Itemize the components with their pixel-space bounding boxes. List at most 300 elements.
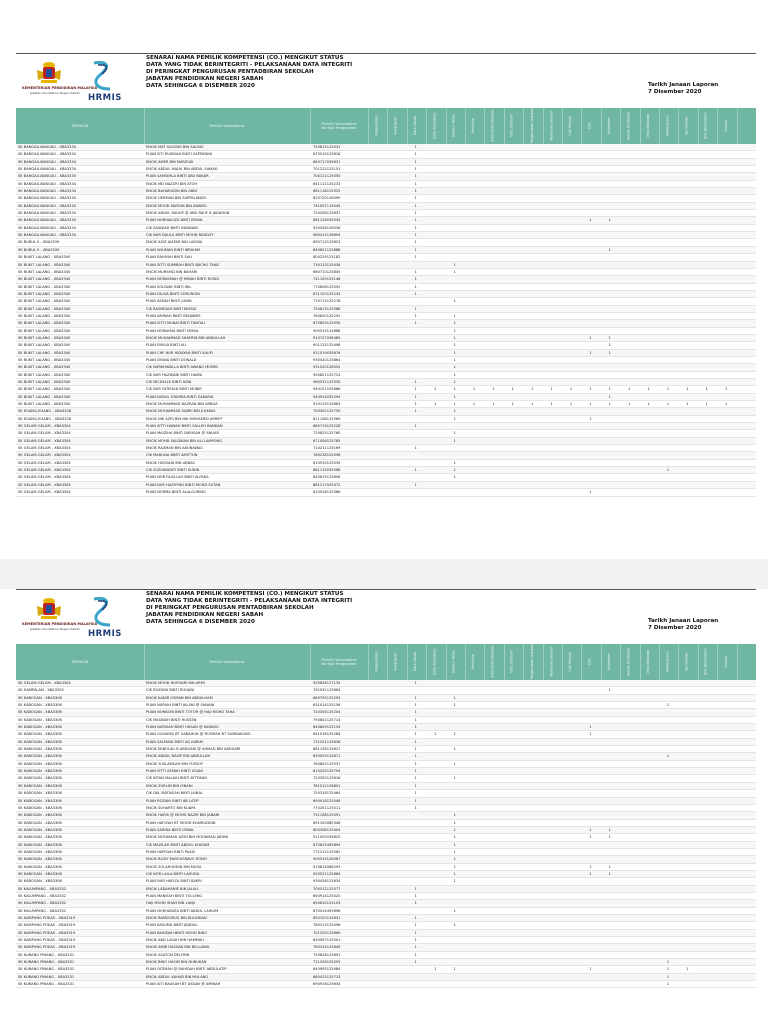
cell-no-kp: 730113125438 xyxy=(313,262,341,267)
cell-sekolah: SK BANGAU-BANGAU - XBA3334 xyxy=(18,167,77,172)
cell-nama: CIK MAZILAH BINTI ABDUL KHATAM xyxy=(146,842,210,847)
cell-flag: 1 xyxy=(647,387,650,392)
cell-flag: 1 xyxy=(608,394,611,399)
cell-nama: PUAN SALMANI BINTI AG KARIM xyxy=(146,739,203,744)
cell-no-kp: 690712125823 xyxy=(313,240,341,245)
column-divider xyxy=(717,108,718,144)
cell-nama: PUAN SITTI SUMIBAH BINTI BACHO TANG xyxy=(146,262,220,267)
cell-flag: 1 xyxy=(666,754,670,759)
cell-no-kp: 720825125760 xyxy=(313,431,341,436)
table-header xyxy=(16,107,756,144)
cell-sekolah: SK BUKIT LALANG - XBA3340 xyxy=(18,357,71,362)
cell-flag: 1 xyxy=(453,365,456,370)
cell-sekolah: SK BUKIT LALANG - XBA3340 xyxy=(18,255,71,260)
cell-nama: PUAN AMINAH BINTI BENJAMIE xyxy=(146,313,201,318)
cell-flag: 1 xyxy=(414,189,417,194)
cell-no-kp: 910119125883 xyxy=(313,402,341,407)
table-row xyxy=(16,438,756,445)
cell-flag: 1 xyxy=(453,703,456,708)
cell-flag: 1 xyxy=(589,827,592,832)
cell-flag: 1 xyxy=(511,402,514,407)
cell-no-kp: 650914125020 xyxy=(313,893,341,898)
cell-sekolah: SK KABOGAN - XBA3306 xyxy=(18,717,62,722)
column-divider xyxy=(698,644,699,680)
cell-flag: 1 xyxy=(453,842,456,847)
column-divider xyxy=(562,108,563,144)
cell-no-kp: 840615125806 xyxy=(313,475,341,480)
cell-sekolah: SK BUKIT LALANG - XBA3340 xyxy=(18,277,71,282)
cell-flag: 1 xyxy=(414,380,417,384)
cell-flag: 1 xyxy=(414,695,417,700)
cell-flag: 1 xyxy=(414,218,417,223)
cell-no-kp: 911005035825 xyxy=(313,835,341,840)
cell-nama: PUAN ROZIAH BINTI AB LATIP xyxy=(146,798,199,803)
column-divider xyxy=(387,108,388,144)
cell-flag: 1 xyxy=(628,402,631,407)
column-header-check: Pembiayaan xyxy=(665,115,670,137)
cell-nama: PUAN NUR HAZIYYAH BINTI MOHD SUTAN xyxy=(146,482,221,487)
column-divider xyxy=(601,108,602,144)
cell-flag: 1 xyxy=(414,710,417,715)
table-row xyxy=(16,930,756,937)
cell-no-kp: 910727036489 xyxy=(313,335,341,340)
column-header-check: Pendidikan xyxy=(393,116,398,136)
cell-sekolah: SK BANGAU-BANGAU - XBA3334 xyxy=(18,233,77,238)
malaysia-crest-icon xyxy=(34,61,64,85)
cell-flag: 1 xyxy=(414,233,417,238)
cell-flag: 1 xyxy=(453,908,456,913)
cell-flag: 1 xyxy=(608,688,611,693)
column-divider xyxy=(620,644,621,680)
cell-flag: 1 xyxy=(608,335,611,340)
cell-flag: 1 xyxy=(453,879,456,884)
table-row xyxy=(16,944,756,951)
cell-sekolah: SK BUBUL II - XBA3339 xyxy=(18,247,60,252)
cell-nama: ENCIK ABDUL RAUUP @ ABD RAUF B JADAHUN xyxy=(146,211,230,216)
cell-sekolah: SK BUKIT LALANG - XBA3340 xyxy=(18,291,71,296)
cell-flag: 1 xyxy=(414,284,417,289)
cell-flag: 1 xyxy=(453,269,456,274)
table-row xyxy=(16,915,756,922)
cell-nama: ENCIK RICKY MAYOUSRAVO RONYI xyxy=(146,857,207,862)
table-row xyxy=(16,342,756,349)
cell-flag: 1 xyxy=(414,761,417,766)
cell-no-kp: 781012126801 xyxy=(313,783,341,788)
cell-nama: ENCIK ABDUL MALIK BIN ABDUL SAMAD xyxy=(146,167,218,172)
cell-no-kp: 640809125154 xyxy=(313,725,341,730)
table-row xyxy=(16,151,756,158)
cell-sekolah: SK BUKIT LALANG - XBA3340 xyxy=(18,284,71,289)
cell-flag: 1 xyxy=(414,225,417,230)
cell-flag: 1 xyxy=(414,291,417,296)
cell-sekolah: SK EGANG-EGANG - XBA3328 xyxy=(18,409,72,414)
cell-flag: 1 xyxy=(414,167,417,172)
cell-flag: 1 xyxy=(453,820,456,825)
cell-flag: 1 xyxy=(589,725,592,730)
cell-flag: 1 xyxy=(414,703,417,708)
column-header-nokp: Pemilik Kompetensi No Kad Pengenalan xyxy=(321,657,357,666)
cell-no-kp: 800229125182 xyxy=(313,255,341,260)
cell-no-kp: 640905125484 xyxy=(313,967,341,972)
cell-no-kp: 870615495894 xyxy=(313,842,341,847)
cell-no-kp: 741109125148 xyxy=(313,277,341,282)
cell-nama: ENCIK RAZMAN BIN ABUNAWAS xyxy=(146,446,203,451)
table-row xyxy=(16,886,756,893)
cell-nama: CIK MARLINA BINTI AMITTUN xyxy=(146,453,198,458)
cell-nama: PUAN SITTI ASMAH BINTI USANI xyxy=(146,769,203,774)
cell-nama: PUAN MAIZIHA BINTI DARISAH @ ANUAR xyxy=(146,431,219,436)
table-header xyxy=(16,643,756,680)
table-row xyxy=(16,452,756,459)
cell-no-kp: 770606125092 xyxy=(313,284,341,289)
cell-flag: 1 xyxy=(414,747,417,752)
cell-flag: 1 xyxy=(666,387,670,392)
column-divider xyxy=(368,108,369,144)
cell-sekolah: SK BUKIT LALANG - XBA3340 xyxy=(18,372,71,377)
table-row xyxy=(16,687,756,694)
cell-no-kp: 700121125050 xyxy=(313,174,341,179)
cell-flag: 1 xyxy=(414,886,417,891)
cell-nama: ENCIK LADAHANIE BIN JALALI xyxy=(146,886,199,891)
table-row xyxy=(16,306,756,313)
cell-nama: ENCIK SUHARTO BIN KUAPA xyxy=(146,805,196,810)
table-row xyxy=(16,232,756,239)
malaysia-crest-icon xyxy=(34,597,64,621)
table-row xyxy=(16,842,756,849)
cell-flag: 1 xyxy=(569,387,573,392)
table-row xyxy=(16,217,756,224)
cell-flag: 1 xyxy=(414,306,417,311)
column-header-check: Kemahiran xyxy=(684,116,689,136)
cell-no-kp: 960531125530 xyxy=(313,380,341,384)
cell-nama: ENCIK SOLAHUDDIN BIN MUSA xyxy=(146,864,202,869)
cell-no-kp: 960415126604 xyxy=(313,233,341,238)
cell-sekolah: SK KABOGAN - XBA3306 xyxy=(18,791,62,796)
cell-flag: 1 xyxy=(414,725,417,730)
table-row xyxy=(16,276,756,283)
table-row xyxy=(16,798,756,805)
cell-flag: 1 xyxy=(686,387,689,392)
cell-flag: 1 xyxy=(414,798,417,803)
cell-flag: 1 xyxy=(453,460,456,465)
table-row xyxy=(16,298,756,305)
hrmis-swoosh-icon xyxy=(86,59,122,93)
column-header-check: Kehadiran xyxy=(607,117,611,135)
table-row xyxy=(16,386,756,393)
cell-flag: 1 xyxy=(453,394,456,399)
cell-flag: 1 xyxy=(453,431,456,436)
cell-no-kp: 710211125169 xyxy=(313,446,341,451)
column-divider xyxy=(543,108,544,144)
cell-no-kp: 881115035568 xyxy=(313,468,341,473)
cell-sekolah: SK BUKIT LALANG - XBA3340 xyxy=(18,335,71,340)
cell-no-kp: 660710125845 xyxy=(313,269,341,274)
cell-flag: 1 xyxy=(608,350,611,355)
cell-flag: 1 xyxy=(569,402,573,407)
cell-sekolah: SK KABOGAN - XBA3306 xyxy=(18,835,62,840)
cell-sekolah: SK BUKIT LALANG - XBA3340 xyxy=(18,306,71,311)
cell-nama: PUAN NORASMAH @ MINAH BINTI RUSDI xyxy=(146,277,219,282)
cell-sekolah: SK GELAM-GELAM - XBA3304 xyxy=(18,424,71,429)
cell-nama: ENCIK MOHD MAYDIN BIN AWANG xyxy=(146,203,207,208)
table-row xyxy=(16,313,756,320)
cell-sekolah: SK GELAM-GELAM - XBA3304 xyxy=(18,460,71,465)
cell-nama: PUAN HAFIZAH BT MOHD KHAIRUDDIN xyxy=(146,820,216,825)
cell-no-kp: 681128125627 xyxy=(313,747,341,752)
cell-nama: PUAN DYANA BINTI DONALD xyxy=(146,357,197,362)
cell-no-kp: 701222125151 xyxy=(313,167,341,172)
table-row xyxy=(16,768,756,775)
table-row xyxy=(16,761,756,768)
column-header-check: Kursus xyxy=(723,120,728,132)
cell-sekolah: SK KABOGAN - XBA3306 xyxy=(18,849,62,854)
table-row xyxy=(16,379,756,386)
cell-sekolah: SK KABOGAN - XBA3306 xyxy=(18,776,62,781)
cell-nama: ENCIK BAHARUDIN BIN ABDI xyxy=(146,189,198,194)
cell-nama: CIK MICHELLE BINTI ASIN xyxy=(146,380,192,384)
cell-flag: 1 xyxy=(453,313,456,318)
cell-no-kp: 900519126067 xyxy=(313,857,341,862)
table-row xyxy=(16,203,756,210)
cell-flag: 1 xyxy=(608,247,611,252)
cell-flag: 1 xyxy=(453,857,456,862)
cell-flag: 1 xyxy=(414,482,417,487)
cell-no-kp: 800308125404 xyxy=(313,827,341,832)
column-header-check: Cuti Belajar xyxy=(568,652,573,672)
cell-nama: CIK NUR HAZWANI BINTI HASNI xyxy=(146,372,203,377)
table-row xyxy=(16,489,756,496)
cell-no-kp: 720304125204 xyxy=(313,710,341,715)
cell-nama: CIK RASMIDAH BINTI KIMSUI xyxy=(146,306,197,311)
cell-flag: 1 xyxy=(453,761,456,766)
column-divider xyxy=(698,108,699,144)
cell-flag: 1 xyxy=(414,739,417,744)
cell-sekolah: SK BUKIT LALANG - XBA3340 xyxy=(18,313,71,318)
cell-flag: 1 xyxy=(608,871,611,876)
cell-no-kp: 901125125498 xyxy=(313,343,341,348)
cell-nama: ENCIK HUSSAIN BIN ABBAS xyxy=(146,460,195,465)
cell-no-kp: 780213125496 xyxy=(313,923,341,928)
cell-nama: ENCIK MUHAMMAD NAZRAN BIN ARBAA xyxy=(146,402,218,407)
table-row xyxy=(16,247,756,254)
table-row xyxy=(16,871,756,878)
table-row xyxy=(16,423,756,430)
table-row xyxy=(16,731,756,738)
hrmis-swoosh-icon xyxy=(86,595,122,629)
cell-flag: 1 xyxy=(414,255,417,260)
cell-flag: 1 xyxy=(608,402,611,407)
cell-no-kp: 760802125537 xyxy=(313,761,341,766)
cell-nama: PUAN SITI RUSIDAH BINTI SAPPAYANI xyxy=(146,152,213,157)
column-divider xyxy=(678,644,679,680)
cell-sekolah: SK KABOGAN - XBA3306 xyxy=(18,842,62,847)
cell-sekolah: SK GELAM-GELAM - XBA3304 xyxy=(18,681,71,685)
cell-flag: 1 xyxy=(492,402,495,407)
cell-no-kp: 751108125091 xyxy=(313,813,341,818)
table-row xyxy=(16,401,756,408)
cell-no-kp: 660705125293 xyxy=(313,695,341,700)
cell-flag: 1 xyxy=(414,203,417,208)
cell-nama: ENCIK AMIR HASSAN BIN BELLIANG xyxy=(146,945,210,950)
cell-no-kp: 820720126095 xyxy=(313,196,341,201)
cell-sekolah: SK GELAM-GELAM - XBA3304 xyxy=(18,431,71,436)
column-header-check: Unit Beruniform xyxy=(704,648,708,676)
cell-no-kp: 641016125284 xyxy=(313,732,341,737)
cell-flag: 1 xyxy=(414,174,417,179)
column-header-check: Kehadiran xyxy=(607,653,611,671)
table-row xyxy=(16,291,756,298)
column-divider xyxy=(659,644,660,680)
cell-sekolah: SK BUKIT LALANG - XBA3340 xyxy=(18,321,71,326)
cell-flag: 1 xyxy=(453,864,456,869)
cell-flag: 1 xyxy=(453,776,456,781)
hrmis-logo-text: HRMIS xyxy=(88,93,122,103)
cell-flag: 1 xyxy=(589,335,592,340)
cell-nama: ENCIK EKBOLAU B ABDUARI @ AHMAD BIN ABDUARI xyxy=(146,747,241,752)
cell-no-kp: 760314125845 xyxy=(313,945,341,950)
cell-flag: 1 xyxy=(725,402,728,407)
cell-nama: PUAN KASUMA BINTI JADDAL xyxy=(146,923,198,928)
column-divider xyxy=(737,108,738,144)
cell-nama: ENCIK NIK AZRI BIN NIK MOHAMED ARRIFF xyxy=(146,416,223,421)
table-row xyxy=(16,893,756,900)
cell-nama: PUAN NORHAILIZA BINTI ISMAIL xyxy=(146,218,204,223)
cell-flag: 1 xyxy=(414,960,417,965)
divider xyxy=(16,53,756,54)
column-header-check: Senarai Kelas xyxy=(451,114,456,138)
cell-sekolah: SK KABOGAN - XBA3306 xyxy=(18,703,62,708)
cell-flag: 1 xyxy=(414,196,417,201)
table-row xyxy=(16,908,756,915)
cell-sekolah: SK BUKIT LALANG - XBA3340 xyxy=(18,387,71,392)
cell-flag: 1 xyxy=(666,468,670,473)
cell-nama: ENCIK HERMAN BIN SAPPALANDO xyxy=(146,196,207,201)
cell-sekolah: SK KABOGAN - XBA3306 xyxy=(18,695,62,700)
report-date: Tarikh Janaan Laporan 7 Disember 2020 xyxy=(648,618,719,631)
cell-nama: PUAN SITTI MUNAI BINTI TANTALI xyxy=(146,321,206,326)
table-row xyxy=(16,856,756,863)
cell-sekolah: SK GELAM-GELAM - XBA3304 xyxy=(18,453,71,458)
ministry-caption: KEMENTERIAN PENDIDIKAN MALAYSIA xyxy=(22,86,98,90)
cell-nama: ENCIK MAT SULONG BIN SALING xyxy=(146,145,204,149)
cell-nama: CIK NUR DAULA BINTI MOHD RADDZY xyxy=(146,233,214,238)
table-row xyxy=(16,284,756,291)
cell-flag: 1 xyxy=(414,938,417,943)
cell-flag: 1 xyxy=(434,732,437,737)
report-title: SENARAI NAMA PEMILIK KOMPETENSI (CO.) MENGIKUT STATUS DATA YANG TIDAK BERINTEGRITI - PELAKSANAAN DATA INTEGRITI DI PERINGKAT PENGURUSAN PENTADBIRAN SEKOLAH JABATAN PENDIDIKAN NEGERI SABAH DATA SEHINGGA 6 DISEMBER 2020 xyxy=(146,55,353,89)
cell-sekolah: SK BANGAU-BANGAU - XBA3334 xyxy=(18,174,77,179)
cell-nama: PUAN SITI BAASIAH BT ASSAN @ AMINAH xyxy=(146,982,221,987)
cell-sekolah: SK KABOGAN - XBA3306 xyxy=(18,747,62,752)
cell-flag: 1 xyxy=(414,152,417,157)
column-header-check: Kursus xyxy=(723,656,728,668)
report-header xyxy=(16,53,756,107)
column-header-check: Pengesahan xyxy=(374,651,379,673)
cell-nama: ENCIK MD NAZZRI BIN ATOH xyxy=(146,181,198,186)
cell-no-kp: 701205125860 xyxy=(313,930,341,935)
cell-flag: 1 xyxy=(589,218,592,223)
column-divider xyxy=(407,108,408,144)
table-row xyxy=(16,328,756,335)
cell-no-kp: 770201125011 xyxy=(313,805,341,810)
cell-nama: CIK MASNIAH BINTI HUSSEN xyxy=(146,717,197,722)
table-row xyxy=(16,467,756,474)
cell-flag: 1 xyxy=(414,717,417,722)
table-row xyxy=(16,210,756,217)
cell-no-kp: 681118125025 xyxy=(313,189,341,194)
cell-flag: 1 xyxy=(550,402,553,407)
cell-nama: PUAN NUR HAFIZA BINTI BAKRI xyxy=(146,879,202,884)
cell-nama: ENCIK MUHAMMAD SHAFRIN BIN ABDULLAH xyxy=(146,335,226,340)
cell-flag: 1 xyxy=(414,754,417,759)
column-header-sekolah: SEKOLAH xyxy=(71,123,89,128)
cell-flag: 1 xyxy=(453,438,456,443)
table-row xyxy=(16,952,756,959)
cell-flag: 1 xyxy=(414,240,417,245)
cell-flag: 1 xyxy=(414,901,417,906)
cell-sekolah: SK GELAM-GELAM - XBA3304 xyxy=(18,490,71,495)
column-divider xyxy=(601,644,602,680)
cell-flag: 1 xyxy=(414,952,417,957)
cell-sekolah: SK KABOGAN - XBA3306 xyxy=(18,813,62,818)
cell-no-kp: 750828125691 xyxy=(313,952,341,957)
cell-flag: 1 xyxy=(414,387,417,392)
cell-no-kp: 870414495698 xyxy=(313,908,341,913)
table-row xyxy=(16,181,756,188)
cell-flag: 1 xyxy=(472,387,476,392)
cell-sekolah: SK KABOGAN - XBA3306 xyxy=(18,864,62,869)
column-header-check: Senarai Kelas xyxy=(451,650,456,674)
cell-nama: ENCIK MOHAMAD AZMI BIN MOHAMAD JAFANI xyxy=(146,835,229,840)
cell-nama: ENCIK ASATON DELFRIN xyxy=(146,952,190,957)
table-row xyxy=(16,805,756,812)
cell-sekolah: SK KABOGAN - XBA3306 xyxy=(18,710,62,715)
divider xyxy=(16,589,756,590)
table-row xyxy=(16,709,756,716)
column-divider xyxy=(144,108,145,144)
cell-nama: PUAN SITTI HAWAH BINTI SALLEH BANDAN xyxy=(146,424,223,429)
cell-flag: 1 xyxy=(531,387,534,392)
cell-flag: 1 xyxy=(453,695,456,700)
cell-no-kp: 810916125366 xyxy=(313,490,341,495)
cell-flag: 1 xyxy=(414,424,417,429)
cell-flag: 1 xyxy=(686,967,689,972)
column-divider xyxy=(310,108,311,144)
cell-flag: 1 xyxy=(608,864,611,869)
cell-flag: 1 xyxy=(453,321,456,326)
cell-sekolah: SK BANGAU-BANGAU - XBA3334 xyxy=(18,145,77,149)
cell-nama: ENCIK BINO HASIM BIN NUNUKAN xyxy=(146,960,207,965)
cell-flag: 1 xyxy=(550,387,553,392)
column-header-check: Data Perkhidmatan xyxy=(490,109,495,143)
cell-flag: 1 xyxy=(666,402,670,407)
column-header-check: Pengesahan Jawatan xyxy=(529,108,534,144)
cell-flag: 1 xyxy=(434,402,437,407)
cell-no-kp: 920826127135 xyxy=(313,681,341,685)
cell-no-kp: 650103125831 xyxy=(313,916,341,920)
cell-sekolah: SK GELAM-GELAM - XBA3304 xyxy=(18,446,71,451)
cell-no-kp: 670829125030 xyxy=(313,321,341,326)
cell-flag: 1 xyxy=(414,916,417,920)
cell-sekolah: SK KALUMPANG - XBA3332 xyxy=(18,908,67,913)
column-header-check: Data Ijazah xyxy=(413,116,418,136)
cell-sekolah: SK BUKIT LALANG - XBA3340 xyxy=(18,299,71,304)
cell-nama: PUAN NURUL SYAHIRA BINTI ZAKARIA xyxy=(146,394,214,399)
table-row xyxy=(16,974,756,981)
cell-flag: 1 xyxy=(472,402,476,407)
cell-sekolah: SK BANGAU-BANGAU - XBA3334 xyxy=(18,181,77,186)
column-divider xyxy=(484,108,485,144)
